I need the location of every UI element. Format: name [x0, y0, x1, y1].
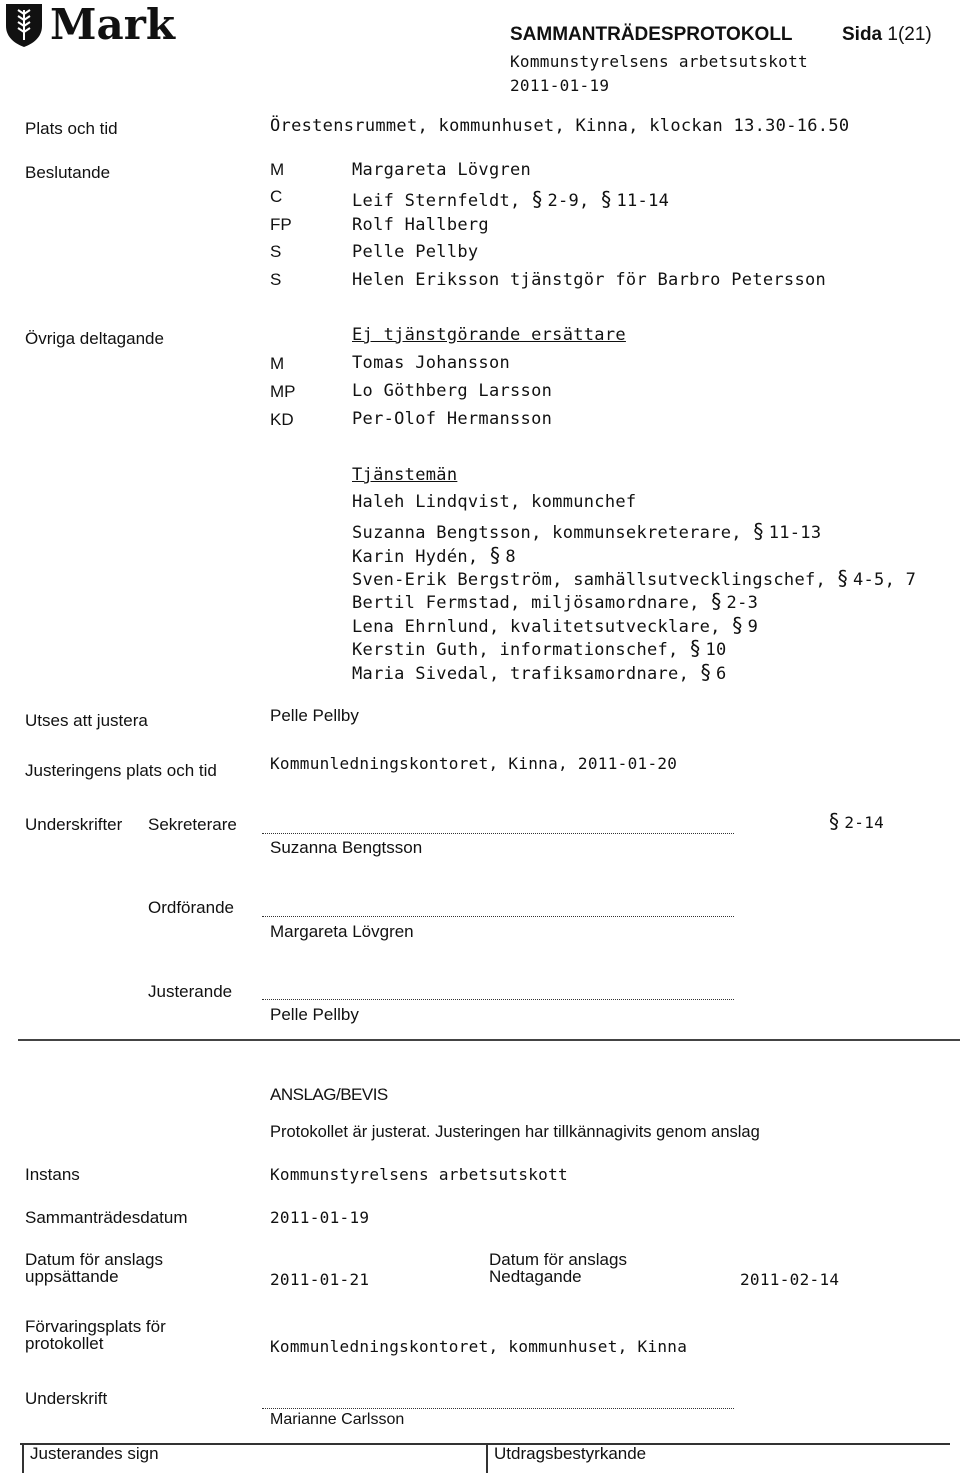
adjuster-signature-line — [262, 999, 734, 1000]
removed-date-value: 2011-02-14 — [740, 1270, 840, 1289]
notice-intro: Protokollet är justerat. Justeringen har tillkännagivits genom anslag — [270, 1123, 760, 1141]
adjuster-label: Utses att justera — [25, 711, 148, 730]
municipality-logo — [4, 2, 175, 48]
decisive-party: S — [270, 270, 282, 289]
decisive-member: Rolf Hallberg — [352, 215, 489, 235]
adjuster-sign-name: Pelle Pellby — [270, 1005, 359, 1024]
page-indicator: Sida 1(21) — [842, 24, 932, 45]
adjuster-role: Justerande — [148, 982, 233, 1001]
footer-adjuster-sign: Justerandes sign — [30, 1444, 159, 1463]
decisive-member: Leif Sternfeldt, § 2-9, § 11-14 — [352, 187, 670, 211]
secretary-name: Suzanna Bengtsson — [270, 838, 423, 857]
signatures-label: Underskrifter — [25, 815, 123, 834]
substitute-party: MP — [270, 382, 296, 401]
decisive-member: Pelle Pellby — [352, 242, 479, 262]
substitute-name: Lo Göthberg Larsson — [352, 381, 553, 401]
decisive-member: Margareta Lövgren — [352, 160, 532, 180]
substitute-name: Tomas Johansson — [352, 353, 511, 373]
adjust-place-label: Justeringens plats och tid — [25, 761, 217, 780]
official-entry: Bertil Fermstad, miljösamordnare, § 2-3 — [352, 589, 759, 613]
secretary-role: Sekreterare — [148, 815, 237, 834]
meeting-date: 2011-01-19 — [510, 76, 610, 95]
decisive-label: Beslutande — [25, 163, 111, 182]
adjust-place-value: Kommunledningskontoret, Kinna, 2011-01-20 — [270, 754, 678, 773]
secretary-signature-line — [262, 833, 734, 834]
committee-name: Kommunstyrelsens arbetsutskott — [510, 52, 808, 71]
officials-heading: Tjänstemän — [352, 465, 458, 485]
substitute-party: KD — [270, 410, 294, 429]
chair-name: Margareta Lövgren — [270, 922, 414, 941]
notice-heading: ANSLAG/BEVIS — [270, 1085, 388, 1104]
section-divider — [18, 1039, 960, 1041]
footer-middle-border — [486, 1443, 488, 1473]
official-entry: Kerstin Guth, informationschef, § 10 — [352, 636, 727, 660]
meeting-date-label: Sammanträdesdatum — [25, 1208, 188, 1227]
meeting-date-value: 2011-01-19 — [270, 1208, 370, 1227]
decisive-party: C — [270, 187, 283, 206]
decisive-party: M — [270, 160, 285, 179]
official-entry: Lena Ehrnlund, kvalitetsutvecklare, § 9 — [352, 613, 759, 637]
substitute-name: Per-Olof Hermansson — [352, 409, 553, 429]
others-label: Övriga deltagande — [25, 329, 164, 348]
posted-date-value: 2011-01-21 — [270, 1270, 370, 1289]
place-time-label: Plats och tid — [25, 119, 118, 138]
official-entry: Sven-Erik Bergström, samhällsutvecklingschef, § 4-5, 7 — [352, 566, 917, 590]
storage-value: Kommunledningskontoret, kommunhuset, Kinna — [270, 1337, 688, 1356]
secretary-sections: § 2-14 — [828, 809, 885, 833]
document-title: SAMMANTRÄDESPROTOKOLL — [510, 24, 793, 45]
posted-date-label: Datum för anslags uppsättande — [25, 1250, 163, 1286]
substitutes-heading: Ej tjänstgörande ersättare — [352, 325, 626, 345]
notice-signature-name: Marianne Carlsson — [270, 1411, 405, 1428]
decisive-member: Helen Eriksson tjänstgör för Barbro Petersson — [352, 270, 827, 290]
instance-label: Instans — [25, 1165, 80, 1184]
official-entry: Suzanna Bengtsson, kommunsekreterare, § 11-13 — [352, 519, 822, 543]
removed-date-label: Datum för anslags Nedtagande — [489, 1250, 627, 1286]
decisive-party: S — [270, 242, 282, 261]
adjuster-value: Pelle Pellby — [270, 706, 359, 725]
chair-signature-line — [262, 916, 734, 917]
substitute-party: M — [270, 354, 285, 373]
notice-signature-line — [262, 1408, 734, 1409]
logo-wordmark: Mark — [50, 0, 175, 49]
chair-role: Ordförande — [148, 898, 234, 917]
official-entry: Karin Hydén, § 8 — [352, 543, 516, 567]
official-entry: Maria Sivedal, trafiksamordnare, § 6 — [352, 660, 727, 684]
official-entry: Haleh Lindqvist, kommunchef — [352, 492, 637, 512]
storage-label: Förvaringsplats för protokollet — [25, 1317, 166, 1353]
footer-rule — [20, 1443, 950, 1445]
place-time-value: Örestensrummet, kommunhuset, Kinna, klockan 13.30-16.50 — [270, 116, 850, 136]
signature-label: Underskrift — [25, 1389, 108, 1408]
instance-value: Kommunstyrelsens arbetsutskott — [270, 1165, 568, 1184]
coat-of-arms-icon — [4, 2, 44, 48]
decisive-party: FP — [270, 215, 292, 234]
footer-left-border — [22, 1443, 24, 1473]
footer-extract-certification: Utdragsbestyrkande — [494, 1444, 647, 1463]
